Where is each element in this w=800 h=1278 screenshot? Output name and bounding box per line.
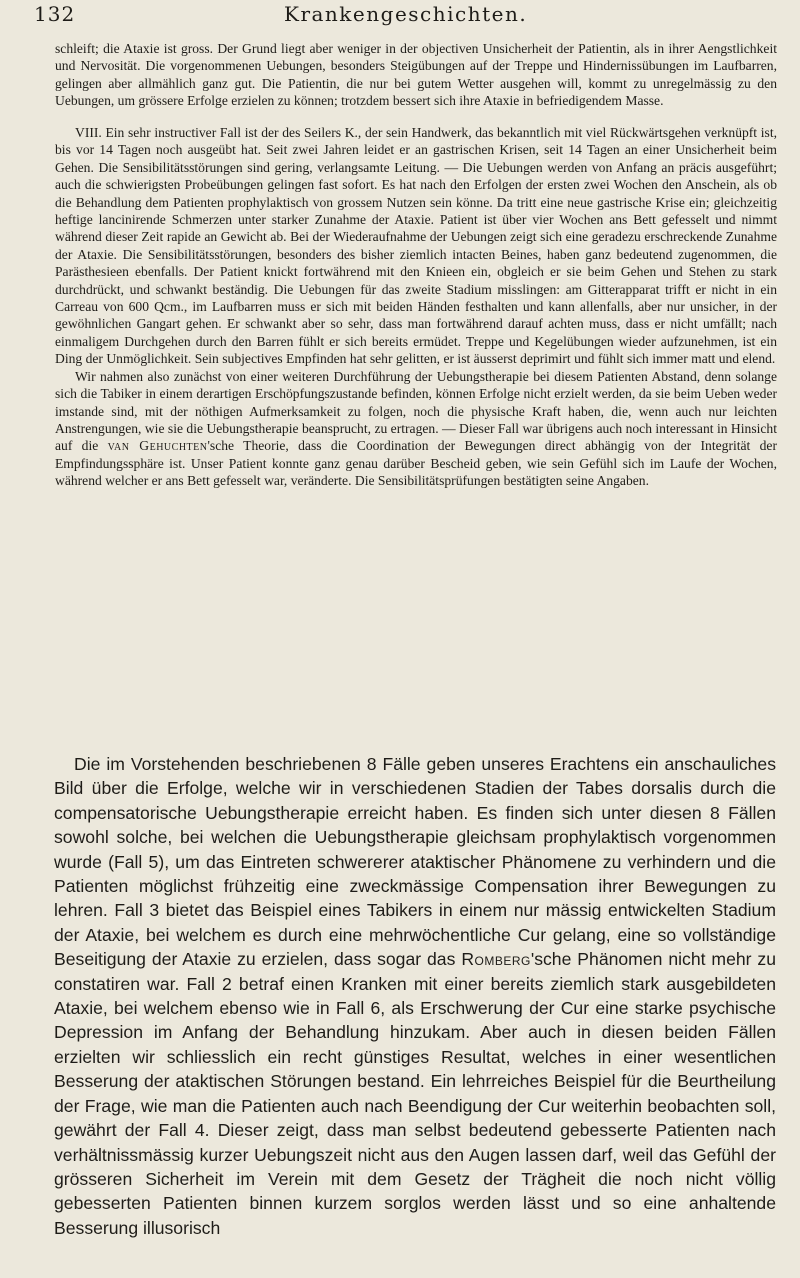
case-8-paragraph: VIII. Ein sehr instructiver Fall ist der des Seilers K., der sein Handwerk, das bekanntlich mit viel Rückwärtsgehen verknüpft ist, bis vor 14 Tagen noch ausgeübt hat. Seit zwei Jahren leidet er an gastrischen Krisen, seit 14 Tagen an einer Unsicherheit beim Gehen. Die Sensibilitätsstörungen sind gering, verlangsamte Leitung. — Die Uebungen werden von Anfang an präcis ausgeführt; auch die schwierigsten Probeübungen gelingen fast sofort. Es hat nach den Erfolgen der ersten zwei Wochen den Anschein, als ob die Behandlung dem Patienten prophylaktisch von grossem Nutzen sein könne. Da tritt eine neue gastrische Krise ein; gleichzeitig heftige lancinirende Schmerzen unter starker Zunahme der Ataxie. Patient ist über vier Wochen ans Bett gefesselt und nimmt während dieser Zeit rapide an Gewicht ab. Bei der Wiederaufnahme der Uebungen zeigt sich eine geradezu erschreckende Zunahme der Ataxie. Die Sensibilitätsstörungen, besonders des bisher ziemlich intacten Beines, haben ganz bedeutend zugenommen, die Parästhesieen ebenfalls. Der Patient knickt fortwährend mit den Knieen ein, obgleich er sie beim Gehen und Stehen zu stark durchdrückt, und schwankt beständig. Die Uebungen für das zweite Stadium misslingen: am Gitterapparat trifft er nicht in ein Carreau von 600 Qcm., im Laufbarren muss er sich mit beiden Händen festhalten und kann allenfalls, aber nur unsicher, in der gewöhnlichen Gangart gehen. Er schwankt aber so sehr, dass man fortwährend darauf achten muss, dass er nicht umfällt; nach einmaligem Durchgehen durch den Barren fühlt er sich bereits ermüdet. Treppe und Kegelübungen wieder aufzunehmen, ist ein Ding der Unmöglichkeit. Sein subjectives Empfinden hat sehr gelitten, er ist äusserst deprimirt und fühlt sich immer matt und elend.	[55, 125, 777, 367]
continuation-paragraph: schleift; die Ataxie ist gross. Der Grund liegt aber weniger in der objectiven Unsicherheit der Patientin, als in ihrer Aengstlichkeit und Nervosität. Die vorgenommenen Uebungen, besonders Steigübungen auf der Treppe und Hindernissübungen im Laufbarren, gelingen aber allmählich ganz gut. Die Patientin, die nur bei gutem Wetter ausgehen will, kommt zu unregelmässig zu den Uebungen, um grössere Erfolge erzielen zu können; trotzdem bessert sich ihre Ataxie in befriedigendem Masse.	[55, 41, 777, 109]
author-name-romberg: Romberg	[461, 949, 531, 970]
summary-block	[54, 752, 776, 1240]
case-8-discussion-paragraph	[55, 368, 777, 490]
summary-text-before: Die im Vorstehenden beschriebenen 8 Fälle geben unseres Erachtens ein anschauliches Bild über die Erfolge, welche wir in verschiedenen Stadien der Tabes dorsalis durch die compensatorische Uebungstherapie erreicht haben. Es finden sich unter diesen 8 Fällen sowohl solche, bei welchen die Uebungstherapie gleichsam prophylaktisch vorgenommen wurde (Fall 5), um das Eintreten schwererer ataktischer Phänomene zu verhindern und die Patienten möglichst frühzeitig eine zweckmässige Compensation ihrer Bewegungen zu lehren. Fall 3 bietet das Beispiel eines Tabikers in einem nur mässig entwickelten Stadium der Ataxie, bei welchem es durch eine mehrwöchentliche Cur gelang, eine so vollständige Beseitigung der Ataxie zu erzielen, dass sogar das	[54, 754, 776, 970]
case-8-block	[55, 124, 777, 490]
summary-text-after: 'sche Phänomen nicht mehr zu constatiren war. Fall 2 betraf einen Kranken mit einer bereits ziemlich stark ausgebildeten Ataxie, bei welchem ebenso wie in Fall 6, als Erschwerung der Cur eine starke psychische Depression im Anfang der Behandlung hinzukam. Aber auch in diesen beiden Fällen erzielten wir schliesslich ein recht günstiges Resultat, welches in einer wesentlichen Besserung der ataktischen Störungen bestand. Ein lehrreiches Beispiel für die Beurtheilung der Frage, wie man die Patienten auch nach Beendigung der Cur weiterhin beobachten soll, gewährt der Fall 4. Dieser zeigt, dass man selbst bedeutend gebesserte Patienten nach verhältnissmässig kurzer Uebungszeit nicht aus den Augen lassen darf, weil das Gefühl der grösseren Sicherheit im Verein mit dem Gesetz der Trägheit die noch nicht völlig gebesserten Patienten binnen kurzem sorglos werden lässt und so eine anhaltende Besserung illusorisch	[54, 949, 776, 1238]
summary-paragraph	[54, 752, 776, 1240]
page-number: 132	[34, 2, 76, 26]
discussion-text-before: Wir nahmen also zunächst von einer weiteren Durchführung der Uebungstherapie bei diesem Patienten Abstand, denn solange sich die Tabiker in einem derartigen Erschöpfungszustande befinden, können Erfolge nicht erzielt werden, da sie beim Ueben weder imstande sind, mit der nöthigen Aufmerksamkeit zu folgen, noch die physische Kraft haben, die, wenn auch nur leichten Anstrengungen, wie sie die Uebungstherapie beansprucht, zu ertragen. — Dieser Fall war übrigens auch noch interessant in Hinsicht auf die	[55, 368, 777, 454]
discussion-text-after: 'sche Theorie, dass die Coordination der Bewegungen direct abhängig von der Integrität der Empfindungssphäre ist. Unser Patient konnte ganz genau darüber Bescheid geben, wie sein Gefühl sich im Laufe der Wochen, während welcher er ans Bett gefesselt war, veränderte. Die Sensibilitätsprüfungen bestätigten seine Angaben.	[55, 438, 777, 489]
case-continuation-block	[55, 40, 777, 110]
page-header	[34, 2, 760, 30]
running-title: Krankengeschichten.	[284, 2, 528, 26]
author-name-van-gehuchten: van Gehuchten	[107, 438, 208, 454]
